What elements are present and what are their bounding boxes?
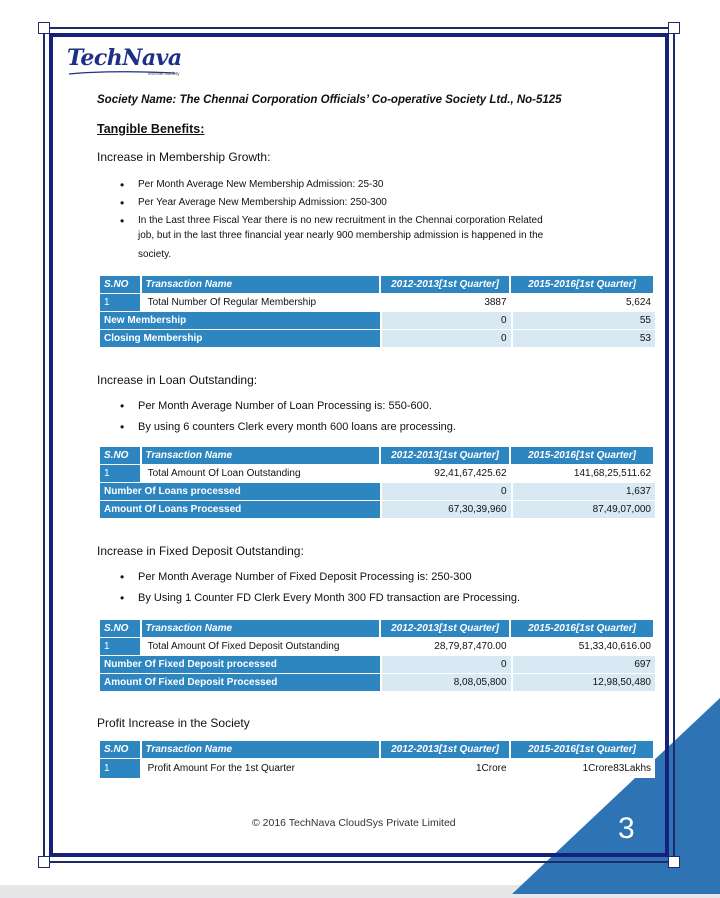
cell-name: Amount Of Fixed Deposit Processed xyxy=(100,674,380,691)
bullet-continuation: society. xyxy=(138,249,172,260)
cell-name: New Membership xyxy=(100,312,380,329)
cell-name: Profit Amount For the 1st Quarter xyxy=(142,759,380,778)
cell-value-2012: 92,41,67,425.62 xyxy=(382,465,511,482)
bullet-item: • In the Last three Fiscal Year there is no new recruitment in the Chennai corporation Related xyxy=(120,212,543,230)
col-sno: S.NO xyxy=(100,447,140,464)
border-corner-bl xyxy=(38,856,50,868)
table-row xyxy=(100,656,655,673)
cell-name: Number Of Loans processed xyxy=(100,483,380,500)
col-sno: S.NO xyxy=(100,276,140,293)
loan-bullets xyxy=(120,396,456,438)
col-transaction-name: Transaction Name xyxy=(142,741,379,758)
cell-value-2012: 8,08,05,800 xyxy=(382,674,511,691)
cell-value-2012: 28,79,87,470.00 xyxy=(382,638,511,655)
bullet-item: • By Using 1 Counter FD Clerk Every Month 300 FD transaction are Processing. xyxy=(120,588,520,609)
membership-table xyxy=(100,276,655,348)
logo-text: TechNava xyxy=(67,45,182,71)
cell-value-2015: 141,68,25,511.62 xyxy=(513,465,655,482)
bullet-continuation: job, but in the last three financial year nearly 900 membership admission is happened in the xyxy=(138,230,544,241)
fd-heading: Increase in Fixed Deposit Outstanding: xyxy=(97,544,304,558)
table-row xyxy=(100,501,655,518)
cell-value-2012: 0 xyxy=(382,656,511,673)
table-header-row xyxy=(100,741,655,758)
border-corner-tl xyxy=(38,22,50,34)
table-row xyxy=(100,483,655,500)
cell-name: Total Amount Of Fixed Deposit Outstanding xyxy=(142,638,380,655)
col-sno: S.NO xyxy=(100,620,140,637)
cell-sno: 1 xyxy=(100,638,140,655)
bullet-item: • Per Month Average New Membership Admission: 25-30 xyxy=(120,176,543,194)
cell-value-2015: 1Crore83Lakhs xyxy=(513,759,655,778)
table-header-row xyxy=(100,276,655,293)
cell-value-2015: 51,33,40,616.00 xyxy=(513,638,655,655)
col-2015-2016: 2015-2016[1st Quarter] xyxy=(511,741,653,758)
col-sno: S.NO xyxy=(100,741,140,758)
col-2012-2013: 2012-2013[1st Quarter] xyxy=(381,620,509,637)
cell-value-2015: 87,49,07,000 xyxy=(513,501,655,518)
table-row xyxy=(100,674,655,691)
cell-value-2015: 5,624 xyxy=(513,294,655,311)
cell-name: Total Amount Of Loan Outstanding xyxy=(142,465,380,482)
cell-value-2012: 0 xyxy=(382,483,511,500)
cell-value-2015: 55 xyxy=(513,312,655,329)
cell-value-2012: 0 xyxy=(382,312,511,329)
col-transaction-name: Transaction Name xyxy=(142,447,379,464)
cell-value-2012: 0 xyxy=(382,330,511,347)
col-2012-2013: 2012-2013[1st Quarter] xyxy=(381,276,509,293)
society-name: Society Name: The Chennai Corporation Officials’ Co-operative Society Ltd., No-5125 xyxy=(97,94,562,106)
membership-bullets xyxy=(120,176,543,230)
col-2012-2013: 2012-2013[1st Quarter] xyxy=(381,447,509,464)
cell-value-2012: 67,30,39,960 xyxy=(382,501,511,518)
fd-table xyxy=(100,620,655,692)
cell-sno: 1 xyxy=(100,294,140,311)
bullet-item: • Per Year Average New Membership Admission: 250-300 xyxy=(120,194,543,212)
col-transaction-name: Transaction Name xyxy=(142,276,379,293)
cell-value-2012: 1Crore xyxy=(382,759,511,778)
cell-value-2015: 12,98,50,480 xyxy=(513,674,655,691)
cell-name: Number Of Fixed Deposit processed xyxy=(100,656,380,673)
logo-subtitle: TechNet Society xyxy=(147,71,180,76)
loan-heading: Increase in Loan Outstanding: xyxy=(97,373,258,387)
table-row xyxy=(100,294,655,311)
table-row xyxy=(100,312,655,329)
cell-name: Closing Membership xyxy=(100,330,380,347)
cell-value-2015: 53 xyxy=(513,330,655,347)
membership-heading: Increase in Membership Growth: xyxy=(97,150,271,164)
page-number: 3 xyxy=(618,812,635,845)
table-row xyxy=(100,638,655,655)
col-2015-2016: 2015-2016[1st Quarter] xyxy=(511,620,653,637)
cell-sno: 1 xyxy=(100,465,140,482)
cell-value-2015: 1,637 xyxy=(513,483,655,500)
cell-name: Amount Of Loans Processed xyxy=(100,501,380,518)
fd-bullets xyxy=(120,567,520,609)
bullet-item: • By using 6 counters Clerk every month 600 loans are processing. xyxy=(120,417,456,438)
border-corner-br xyxy=(668,856,680,868)
col-transaction-name: Transaction Name xyxy=(142,620,379,637)
table-row xyxy=(100,330,655,347)
cell-sno: 1 xyxy=(100,759,140,778)
profit-table xyxy=(100,741,655,779)
cell-value-2012: 3887 xyxy=(382,294,511,311)
loan-table xyxy=(100,447,655,519)
technava-logo xyxy=(67,45,182,76)
bullet-item: • Per Month Average Number of Fixed Deposit Processing is: 250-300 xyxy=(120,567,520,588)
section-title: Tangible Benefits: xyxy=(97,122,205,136)
table-row xyxy=(100,759,655,778)
border-corner-tr xyxy=(668,22,680,34)
table-row xyxy=(100,465,655,482)
cell-value-2015: 697 xyxy=(513,656,655,673)
copyright-footer: © 2016 TechNava CloudSys Private Limited xyxy=(252,817,456,829)
cell-name: Total Number Of Regular Membership xyxy=(142,294,380,311)
col-2015-2016: 2015-2016[1st Quarter] xyxy=(511,447,653,464)
table-header-row xyxy=(100,447,655,464)
profit-heading: Profit Increase in the Society xyxy=(97,716,250,730)
col-2012-2013: 2012-2013[1st Quarter] xyxy=(381,741,509,758)
table-header-row xyxy=(100,620,655,637)
bullet-item: • Per Month Average Number of Loan Processing is: 550-600. xyxy=(120,396,456,417)
col-2015-2016: 2015-2016[1st Quarter] xyxy=(511,276,653,293)
